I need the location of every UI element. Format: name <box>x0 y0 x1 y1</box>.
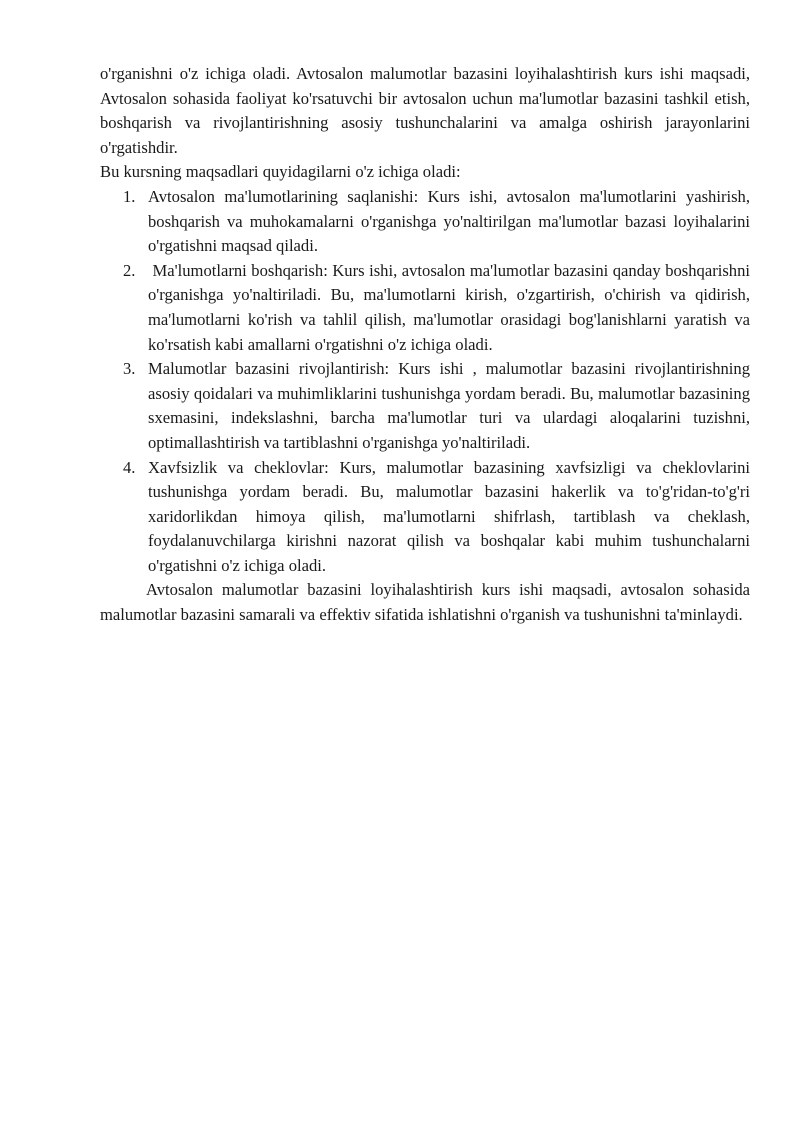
list-item-number: 4. <box>123 457 136 477</box>
list-item <box>100 357 750 455</box>
goals-heading: Bu kursning maqsadlari quyidagilarni o'z ichiga oladi: <box>100 162 461 182</box>
list-item <box>100 456 750 579</box>
page-content <box>100 62 755 628</box>
list-item-text: Ma'lumotlarni boshqarish: Kurs ishi, avtosalon ma'lumotlar bazasini qanday boshqarishni o'rganishga yo'naltiriladi. Bu, ma'lumotlarni kirish, o'zgartirish, o'chirish va qidirish, ma'lumotlarni ko'rish va tahlil qilish, ma'lumotlar orasidagi bog'lanishlarni yaratish va ko'rsatish kabi amallarni o'rgatishni o'z ichiga oladi. <box>148 260 755 354</box>
goals-list <box>100 185 755 579</box>
list-item <box>100 259 755 357</box>
list-item-number: 2. <box>123 260 136 280</box>
conclusion-paragraph: Avtosalon malumotlar bazasini loyihalashtirish kurs ishi maqsadi, avtosalon sohasida malumotlar bazasini samarali va effektiv sifatida ishlatishni o'rganish va tushunishni ta'minlaydi. <box>100 580 750 625</box>
list-item-text: Malumotlar bazasini rivojlantirish: Kurs ishi , malumotlar bazasini rivojlantirishning asosiy qoidalari va muhimliklarini tushunishga yordam beradi. Bu, malumotlar bazasining sxemasini, indekslashni, barcha ma'lumotlar turi va ulardagi aloqalarini tuzishni, optimallashtirish va tartiblashni o'rganishga yo'naltiriladi. <box>148 359 750 452</box>
list-item-number: 1. <box>123 186 136 206</box>
list-item <box>100 185 750 259</box>
list-item-number: 3. <box>123 359 136 379</box>
intro-paragraph: o'rganishni o'z ichiga oladi. Avtosalon malumotlar bazasini loyihalashtirish kurs ishi maqsadi, Avtosalon sohasida faoliyat ko'rsatuvchi bir avtosalon uchun ma'lumotlar bazasini tashkil etish, boshqarish va rivojlantirishning asosiy tushunchalarini va amalga oshirish jarayonlarini o'rgatishdir. <box>100 64 750 157</box>
list-item-text: Avtosalon ma'lumotlarining saqlanishi: Kurs ishi, avtosalon ma'lumotlarini yashirish, boshqarish va muhokamalarni o'rganishga yo'naltirilgan ma'lumotlar bazasi loyihalarini o'rgatishni maqsad qiladi. <box>148 186 750 256</box>
list-item-text: Xavfsizlik va cheklovlar: Kurs, malumotlar bazasining xavfsizligi va cheklovlarini tushunishga yordam beradi. Bu, malumotlar bazasini hakerlik va to'g'ridan-to'g'ri xaridorlikdan himoya qilish, ma'lumotlarni shifrlash, tartiblash va cheklash, foydalanuvchilarga kirishni nazorat qilish va boshqalar kabi muhim tushunchalarni o'rgatishni o'z ichiga oladi. <box>148 457 750 575</box>
